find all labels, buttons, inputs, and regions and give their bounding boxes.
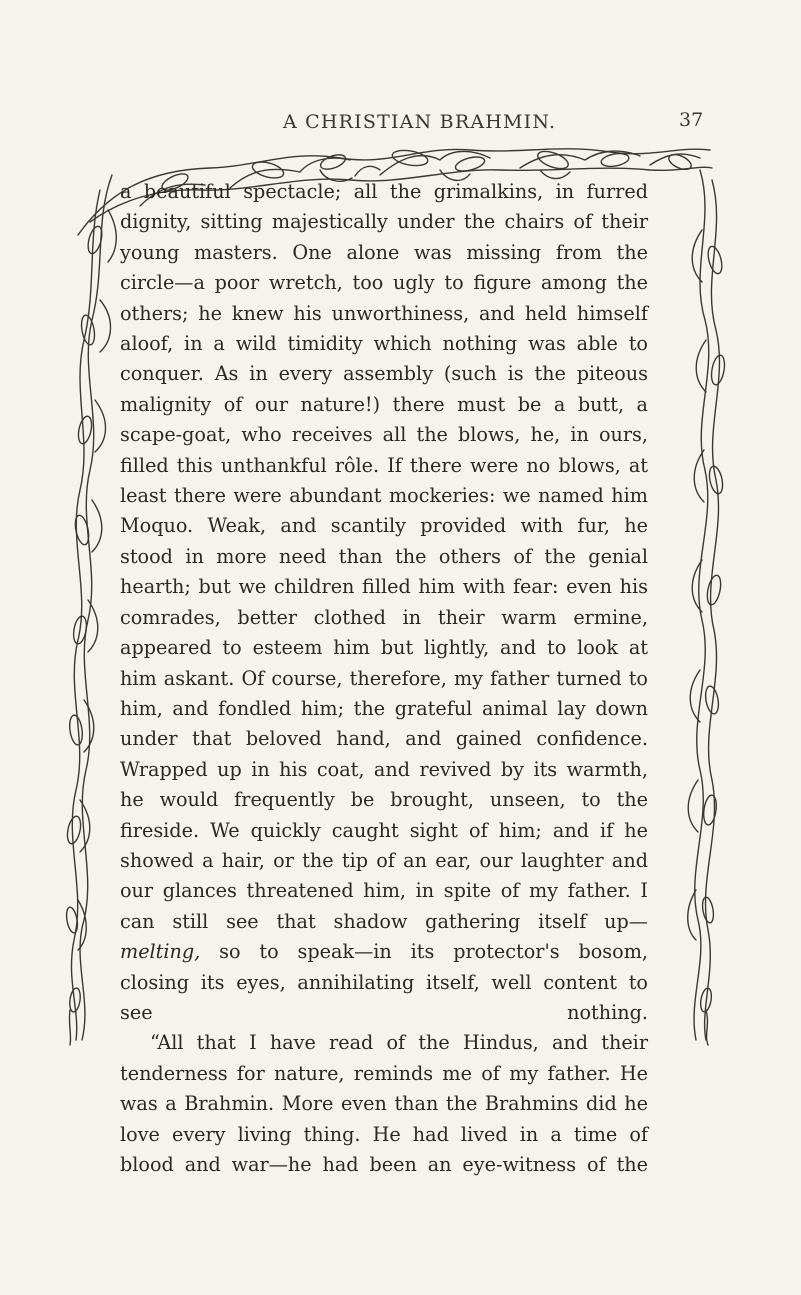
paragraph xyxy=(120,177,648,1028)
italic-word: melting, xyxy=(120,940,201,964)
running-head: A CHRISTIAN BRAHMIN. xyxy=(283,111,557,133)
paragraph xyxy=(120,1028,648,1180)
page-number: 37 xyxy=(679,109,704,131)
paragraph-1-end: so to speak—in its protector's bosom, closing its eyes, annihilating itself, well content to see nothing. xyxy=(120,940,648,1024)
body-text xyxy=(120,177,648,1180)
paragraph-1-text: a beautiful spectacle; all the grimalkins, in furred dignity, sitting majestically under the chairs of their young masters. One alone was missing from the circle—a poor wretch, too ugly to figure among the others; he knew his unworthiness, and held himself aloof, in a wild timidity which nothing was able to conquer. As in every assembly (such is the piteous malignity of our nature!) there must be a butt, a scape-goat, who receives all the blows, he, in ours, filled this unthankful rôle. If there were no blows, at least there were abundant mockeries: we named him Moquo. Weak, and scantily provided with fur, he stood in more need than the others of the genial hearth; but we children filled him with fear: even his comrades, better clothed in their warm ermine, appeared to esteem him but lightly, and to look at him askant. Of course, therefore, my father turned to him, and fondled him; the grateful animal lay down under that beloved hand, and gained confidence. Wrapped up in his coat, and revived by its warmth, he would frequently be brought, unseen, to the fireside. We quickly caught sight of him; and if he showed a hair, or the tip of an ear, our laughter and our glances threatened him, in spite of my father. I can still see that shadow gathering itself up— xyxy=(120,180,648,933)
paragraph-2-text: “All that I have read of the Hindus, and their tenderness for nature, reminds me of my father. He was a Brahmin. More even than the Brahmins did he love every living thing. He had lived in a time of blood and war—he had been an eye-witness of the xyxy=(120,1031,648,1176)
